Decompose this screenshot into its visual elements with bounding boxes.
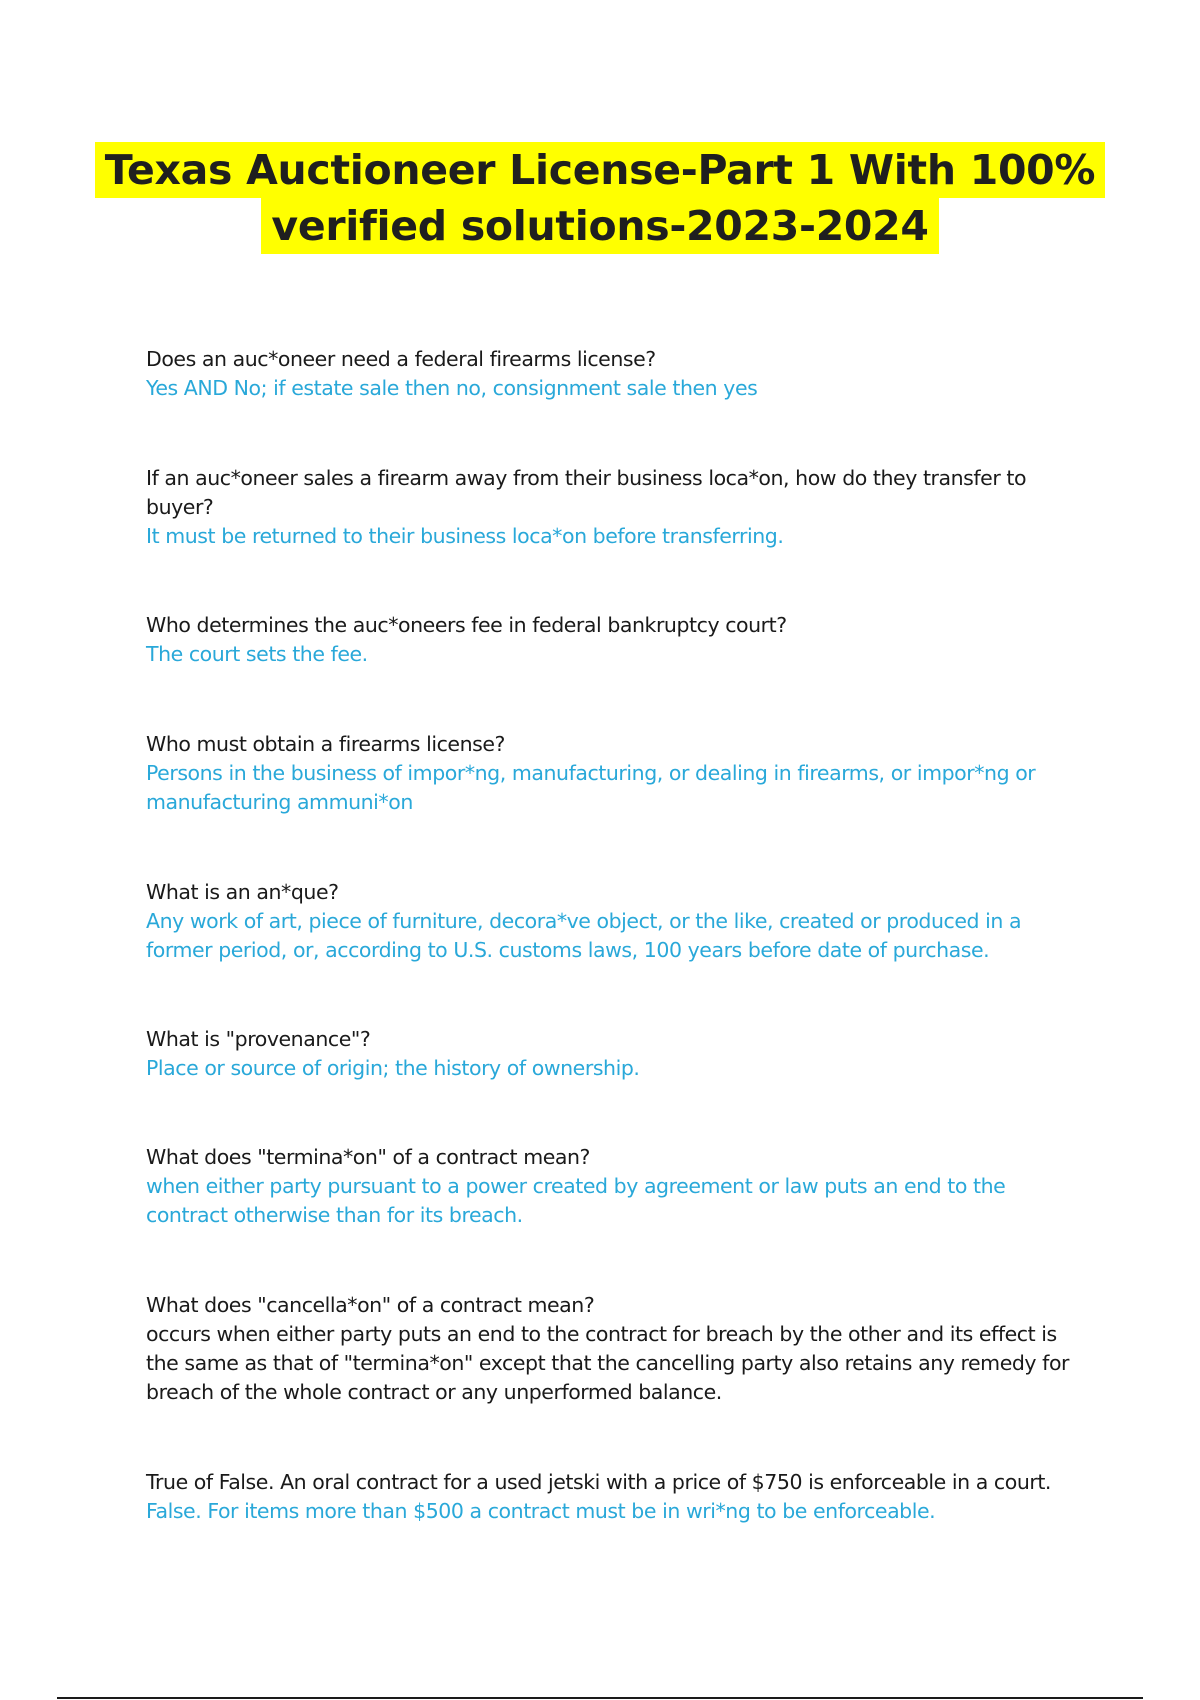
question-9: True of False. An oral contract for a used jetski with a price of $750 is enforceable in a court. bbox=[146, 1470, 1051, 1494]
qa-item-9 bbox=[146, 1468, 1076, 1526]
question-6: What is "provenance"? bbox=[146, 1027, 371, 1051]
answer-1: Yes AND No; if estate sale then no, consignment sale then yes bbox=[146, 376, 758, 400]
qa-item-8 bbox=[146, 1291, 1076, 1407]
footer-divider bbox=[57, 1697, 1143, 1699]
answer-7: when either party pursuant to a power created by agreement or law puts an end to the contract otherwise than for its breach. bbox=[146, 1174, 1006, 1227]
qa-item-5 bbox=[146, 878, 1076, 965]
answer-3: The court sets the fee. bbox=[146, 642, 368, 666]
question-1: Does an auc*oneer need a federal firearms license? bbox=[146, 347, 656, 371]
qa-item-7 bbox=[146, 1143, 1076, 1230]
answer-8: occurs when either party puts an end to the contract for breach by the other and its effect is the same as that of "termina*on" except that the cancelling party also retains any remedy for breach of the whole contract or any unperformed balance. bbox=[146, 1322, 1070, 1404]
answer-4: Persons in the business of impor*ng, manufacturing, or dealing in firearms, or impor*ng or manufacturing ammuni*on bbox=[146, 761, 1036, 814]
question-4: Who must obtain a firearms license? bbox=[146, 732, 505, 756]
qa-item-1 bbox=[146, 345, 1076, 403]
question-5: What is an an*que? bbox=[146, 880, 339, 904]
title-line-2: verified solutions-2023-2024 bbox=[261, 198, 938, 254]
qa-item-6 bbox=[146, 1025, 1076, 1083]
answer-9: False. For items more than $500 a contract must be in wri*ng to be enforceable. bbox=[146, 1499, 936, 1523]
document-title bbox=[0, 142, 1200, 254]
answer-5: Any work of art, piece of furniture, decora*ve object, or the like, created or produced in a former period, or, according to U.S. customs laws, 100 years before date of purchase. bbox=[146, 909, 1022, 962]
question-7: What does "termina*on" of a contract mean? bbox=[146, 1145, 590, 1169]
qa-item-3 bbox=[146, 611, 1076, 669]
question-3: Who determines the auc*oneers fee in federal bankruptcy court? bbox=[146, 613, 787, 637]
qa-item-4 bbox=[146, 730, 1076, 817]
answer-6: Place or source of origin; the history of ownership. bbox=[146, 1056, 640, 1080]
question-8: What does "cancella*on" of a contract mean? bbox=[146, 1293, 595, 1317]
answer-2: It must be returned to their business loca*on before transferring. bbox=[146, 524, 784, 548]
question-2: If an auc*oneer sales a firearm away from their business loca*on, how do they transfer to buyer? bbox=[146, 466, 1027, 519]
title-line-1: Texas Auctioneer License-Part 1 With 100% bbox=[95, 142, 1105, 198]
qa-item-2 bbox=[146, 464, 1076, 551]
